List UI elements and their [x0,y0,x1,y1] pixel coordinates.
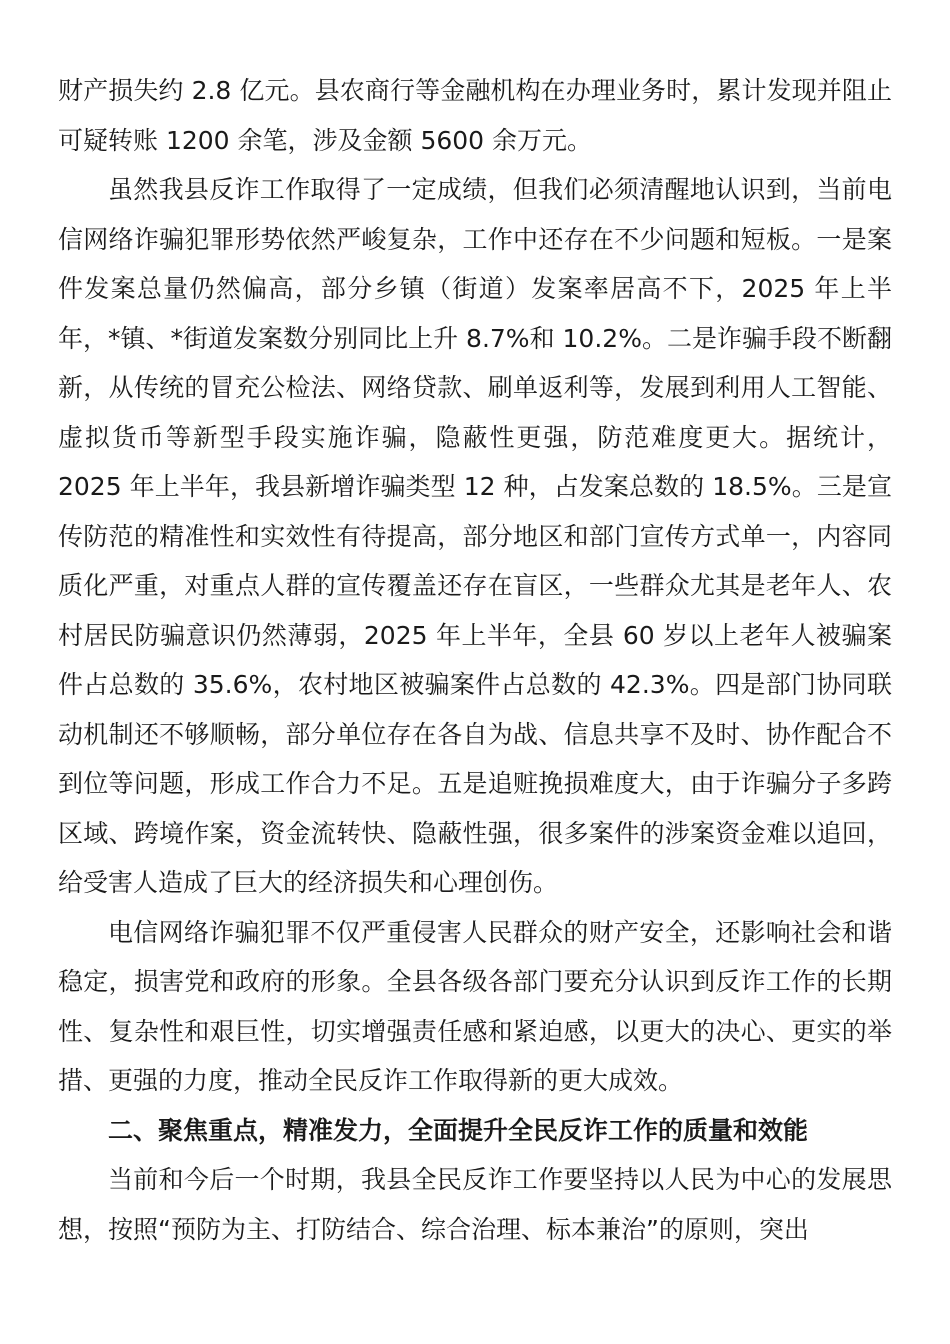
paragraph-harm-awareness: 电信网络诈骗犯罪不仅严重侵害人民群众的财产安全，还影响社会和谐稳定，损害党和政府的形象。全县各级各部门要充分认识到反诈工作的长期性、复杂性和艰巨性，切实增强责任感和紧迫感，以更大的决心、更实的举措、更强的力度，推动全民反诈工作取得新的更大成效。 [58,917,892,1095]
paragraph-property-loss: 财产损失约 2.8 亿元。县农商行等金融机构在办理业务时，累计发现并阻止可疑转账 1200 余笔，涉及金额 5600 余万元。 [58,76,892,155]
paragraph-problems-shortcomings: 虽然我县反诈工作取得了一定成绩，但我们必须清醒地认识到，当前电信网络诈骗犯罪形势依然严峻复杂，工作中还存在不少问题和短板。一是案件发案总量仍然偏高，部分乡镇（街道）发案率居高不下，2025 年上半年，*镇、*街道发案数分别同比上升 8.7%和 10.2%。二是诈骗手段不断翻新，从传统的冒充公检法、网络贷款、刷单返利等，发展到利用人工智能、虚拟货币等新型手段实施诈骗，隐蔽性更强，防范难度更大。据统计，2025 年上半年，我县新增诈骗类型 12 种，占发案总数的 18.5%。三是宣传防范的精准性和实效性有待提高，部分地区和部门宣传方式单一，内容同质化严重，对重点人群的宣传覆盖还存在盲区，一些群众尤其是老年人、农村居民防骗意识仍然薄弱，2025 年上半年，全县 60 岁以上老年人被骗案件占总数的 35.6%，农村地区被骗案件占总数的 42.3%。四是部门协同联动机制还不够顺畅，部分单位存在各自为战、信息共享不及时、协作配合不到位等问题，形成工作合力不足。五是追赃挽损难度大，由于诈骗分子多跨区域、跨境作案，资金流转快、隐蔽性强，很多案件的涉案资金难以追回，给受害人造成了巨大的经济损失和心理创伤。 [58,175,892,897]
paragraph-guiding-principle: 当前和今后一个时期，我县全民反诈工作要坚持以人民为中心的发展思想，按照“预防为主、打防结合、综合治理、标本兼治”的原则，突出 [58,1165,892,1244]
section-heading-2: 二、聚焦重点，精准发力，全面提升全民反诈工作的质量和效能 [108,1115,809,1145]
document-body [58,66,892,1254]
